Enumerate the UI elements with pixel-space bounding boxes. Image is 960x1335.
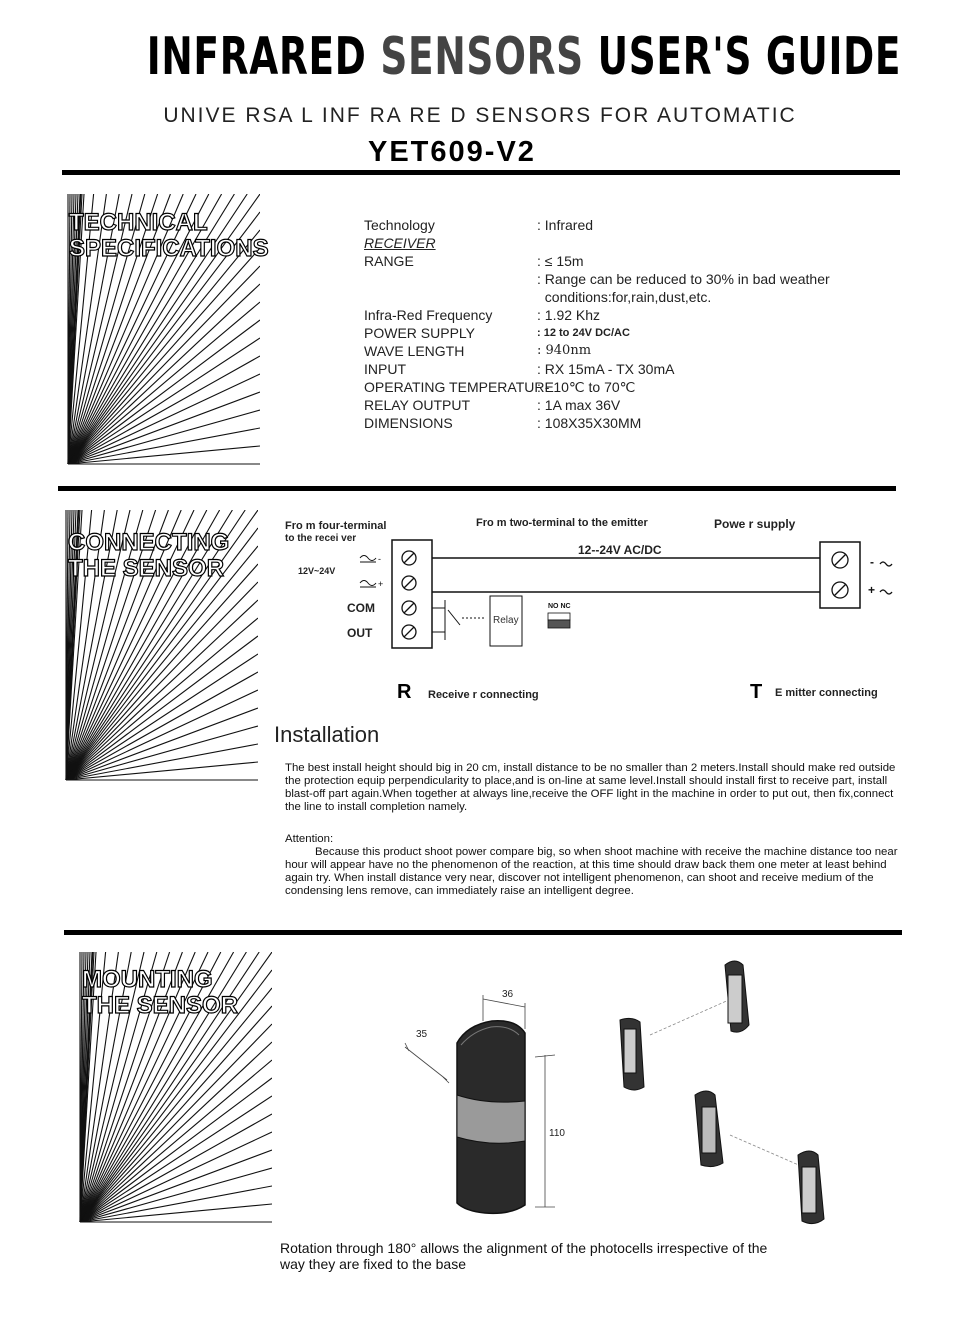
- ray-line: [66, 762, 258, 780]
- spec-label: POWER SUPPLY: [364, 325, 475, 341]
- relay-label: Relay: [493, 615, 519, 626]
- spec-label: WAVE LENGTH: [364, 343, 465, 359]
- voltage-rail-label: 12--24V AC/DC: [578, 543, 662, 557]
- relay-contact: [432, 600, 485, 640]
- ray-line: [80, 1186, 272, 1222]
- term-plus-tx: +: [868, 583, 876, 597]
- ray-line: [68, 446, 260, 464]
- spec-label: OPERATING TEMPERATURE: [364, 379, 554, 395]
- ray-line: [66, 672, 258, 780]
- power-supply-label: Powe r supply: [714, 517, 796, 531]
- ray-line: [66, 618, 258, 780]
- section-heading-mounting: MOUNTING THE SENSOR: [82, 966, 239, 1019]
- spec-value: : RX 15mA - TX 30mA: [537, 361, 675, 377]
- ray-line: [66, 744, 258, 780]
- jumper-icon: [548, 613, 570, 628]
- ray-line: [68, 302, 260, 464]
- ray-line: [80, 1096, 272, 1222]
- installation-title: Installation: [274, 722, 380, 747]
- spec-value: : Range can be reduced to 30% in bad weather: [537, 271, 830, 287]
- title-part-users-guide: USER'S GUIDE: [597, 27, 902, 87]
- spec-value: : - 10℃ to 70℃: [537, 379, 636, 395]
- spec-label: Technology: [364, 217, 435, 233]
- nonc-label: NO NC: [548, 603, 571, 610]
- spec-label: RELAY OUTPUT: [364, 397, 471, 413]
- title-part-infrared: INFRARED: [146, 27, 367, 87]
- guide-title: [0, 22, 960, 92]
- ray-line: [66, 654, 258, 780]
- voltage-rx-label: 12V~24V: [298, 566, 336, 576]
- spec-value: : ≤ 15m: [537, 253, 584, 269]
- ray-line: [68, 338, 260, 464]
- from-receiver-label: Fro m four-terminal: [285, 520, 387, 532]
- ray-line: [80, 1114, 272, 1222]
- ray-line: [80, 1204, 272, 1222]
- ray-line: [68, 428, 260, 464]
- model-number: YET609-V2: [368, 136, 536, 168]
- spec-value: : 1A max 36V: [537, 397, 621, 413]
- spec-value: conditions:for,rain,dust,etc.: [537, 289, 712, 305]
- section-heading-connecting: CONNECTING THE SENSOR: [68, 529, 230, 582]
- com-label: COM: [347, 601, 375, 615]
- out-label: OUT: [347, 626, 373, 640]
- section-divider: [64, 930, 902, 935]
- header-divider: [62, 170, 900, 175]
- alignment-illustration: [610, 955, 870, 1235]
- attention-paragraph: Because this product shoot power compare big, so when shoot machine with receive the machine distance too near hour will appear have no the phenomenon of the reaction, at this time should draw back them one meter at least behind again try. When install distance very near, discover not intelligent phenomenon, can shoot and receive medium of the condensing lens remove, can immediately raise an intelligent degree.: [285, 846, 898, 897]
- dim-110: 110: [549, 1128, 565, 1139]
- spec-label: DIMENSIONS: [364, 415, 453, 431]
- spec-value: : 12 to 24V DC/AC: [537, 327, 630, 339]
- ray-line: [80, 1060, 272, 1222]
- term-plus-rx: +: [378, 579, 384, 589]
- spec-value: : 940nm: [537, 343, 592, 358]
- spec-label: INPUT: [364, 361, 406, 377]
- installation-paragraph: The best install height should big in 20 cm, install distance to be no smaller than 2 meters.Install should make red outside the protection equip perpendicularity to place,and is on-line at same level.Install should install first to receive part, install blast-off part again.When together at always line,receive the OFF light in the machine in order to put out, then fix,connect the line to install completion namely.: [285, 762, 896, 813]
- spec-label: RANGE: [364, 253, 414, 269]
- title-part-sensors: SENSORS: [380, 27, 584, 87]
- attention-heading: Attention:: [285, 833, 334, 845]
- section-heading-technical: TECHNICAL SPECIFICATIONS: [69, 209, 269, 262]
- receiver-terminal-block: [392, 540, 432, 648]
- sensor-dimension-drawing: [395, 985, 595, 1225]
- spec-label: RECEIVER: [364, 235, 436, 251]
- mounting-caption: Rotation through 180° allows the alignment of the photocells irrespective of the way they are fixed to the base: [280, 1240, 768, 1272]
- term-minus-tx: -: [870, 555, 874, 569]
- sensor-unit-icon: [620, 961, 824, 1224]
- from-emitter-label: Fro m two-terminal to the emitter: [476, 517, 648, 529]
- section-divider: [58, 486, 896, 491]
- emitter-letter: T: [750, 681, 763, 703]
- ray-line: [68, 356, 260, 464]
- spec-label: Infra-Red Frequency: [364, 307, 493, 323]
- dim-36: 36: [502, 989, 514, 1000]
- ac-symbol-icon: [360, 556, 376, 588]
- dim-35: 35: [416, 1029, 428, 1040]
- subtitle: UNIVE RSA L INF RA RE D SENSORS FOR AUTOMATIC: [163, 104, 797, 127]
- emitter-connecting-label: E mitter connecting: [775, 687, 878, 699]
- term-minus-rx: -: [378, 554, 381, 564]
- spec-value: : 108X35X30MM: [537, 415, 642, 431]
- receiver-letter: R: [397, 681, 412, 703]
- receiver-connecting-label: Receive r connecting: [428, 689, 539, 701]
- spec-value: : 1.92 Khz: [537, 307, 601, 323]
- spec-value: : Infrared: [537, 217, 594, 233]
- from-receiver-label-2: to the recei ver: [285, 533, 357, 544]
